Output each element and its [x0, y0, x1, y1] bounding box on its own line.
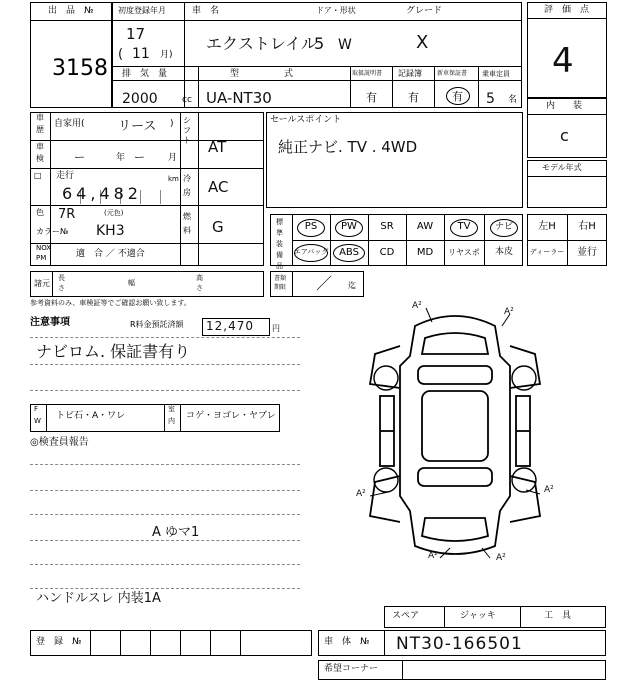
doors-label: ドア・形状: [316, 6, 356, 15]
chassis-number: NT30-166501: [396, 634, 523, 654]
equip-navi: ナビ: [494, 222, 513, 232]
manual-label: 取扱説明書: [352, 70, 383, 77]
displacement-label: 排 気 量: [122, 69, 168, 79]
corner-label: 希望コーナー: [324, 664, 379, 674]
car-name-label: 車 名: [192, 6, 220, 16]
chassis-label: 車 体 №: [324, 637, 370, 647]
equip-md: MD: [416, 247, 434, 258]
interior-text: コゲ・ヨゴレ・ヤブレ: [186, 411, 276, 421]
capacity-value: 5: [486, 91, 495, 107]
grade-value: X: [416, 32, 429, 53]
odo-unit: km: [168, 175, 179, 183]
shift-value: AT: [208, 138, 227, 156]
equip-ps: PS: [304, 221, 318, 232]
ac-label: 冷房: [183, 174, 191, 197]
color-value: 7R: [58, 207, 76, 222]
car-damage-diagram: [340, 296, 570, 576]
damage-mark-front-left: A²: [412, 301, 422, 311]
first-reg-month-open: (: [118, 47, 124, 62]
equip-airbag: エアバッグ: [293, 248, 329, 256]
use-handwritten: リース: [118, 119, 157, 134]
tools-label: 工 具: [544, 611, 572, 621]
fuel-value: G: [212, 218, 224, 236]
interior-box-2: 内: [168, 417, 175, 425]
manual-value: 有: [366, 91, 377, 104]
car-name: エクストレイル: [206, 34, 318, 53]
color-label: 色: [36, 208, 44, 217]
sales-point-title: セールスポイント: [270, 115, 342, 125]
sales-point-text: 純正ナビ. TV . 4WD: [278, 138, 418, 156]
pm-label: PM: [36, 254, 47, 262]
body-type: W: [338, 37, 352, 53]
recycle-label: R料金預託済額: [130, 320, 184, 329]
odo-label: 走行: [56, 171, 75, 181]
first-reg-year: 17: [126, 25, 146, 43]
length-label: 長: [58, 274, 65, 282]
fw-label-1: F: [34, 405, 39, 413]
damage-mark-rear-right: A²: [544, 485, 554, 495]
lot-box: [30, 2, 112, 108]
use-type: 自家用(: [54, 119, 85, 129]
ac-value: AC: [208, 178, 229, 196]
interior-box-1: 室: [168, 405, 175, 413]
book-label: 書類期限: [274, 275, 287, 291]
damage-mark-rear-left: A²: [356, 489, 366, 499]
capacity-label: 乗車定員: [482, 70, 510, 78]
use-label-1: 車: [36, 113, 44, 122]
first-reg-label: 初度登録年月: [118, 6, 166, 15]
doors-value: 5: [314, 34, 325, 53]
record-value: 有: [408, 91, 419, 104]
equip-abs: ABS: [339, 247, 359, 258]
parallel-label: 並行: [577, 247, 597, 258]
inspector-label: ◎検査員報告: [30, 437, 89, 448]
orig-color-label: (元色): [104, 209, 124, 217]
reg-label: 登 録 №: [36, 637, 82, 647]
record-label: 記録簿: [398, 69, 422, 78]
grade-label: グレード: [406, 6, 443, 16]
height-unit: さ: [196, 284, 203, 292]
color-no-label: カラー№: [36, 227, 69, 236]
equip-cd: CD: [379, 247, 395, 258]
left-handle: 左H: [538, 221, 556, 232]
damage-mark-bottom-left: A²: [428, 551, 438, 561]
inspect-month: 月: [168, 153, 178, 163]
warranty-value: 有: [452, 90, 463, 103]
equip-rear-spoiler: リヤスポ: [448, 248, 480, 257]
inspect-year-dash: ー: [74, 151, 85, 164]
height-label: 高: [196, 274, 203, 282]
interior-grade-label: 内 装: [546, 101, 583, 111]
caution-label: 注意事項: [30, 317, 70, 328]
fw-label-2: W: [34, 417, 41, 425]
sales-point-box: [266, 112, 523, 208]
first-reg-month: 11: [132, 46, 150, 62]
equip-tv: TV: [457, 221, 471, 232]
fw-text: トビ石・A・ワレ: [56, 411, 126, 421]
inspector-line-1: A ゆマ1: [152, 525, 200, 540]
nox-label: NOX: [36, 244, 52, 252]
use-close: ): [170, 119, 174, 129]
nox-value: 適 合 ／ 不適合: [76, 249, 145, 259]
warranty-label: 新車保証書: [437, 70, 468, 77]
first-reg-month-unit: 月): [160, 50, 173, 60]
interior-grade-value: c: [560, 126, 569, 145]
lot-label: 出 品 №: [48, 6, 94, 16]
model-label: 型 式: [230, 69, 294, 79]
width-label: 幅: [128, 279, 135, 287]
equip-aw: AW: [416, 221, 434, 232]
equip-sr: SR: [380, 221, 394, 232]
model-year-label: モデル年式: [542, 163, 582, 172]
spare-label: スペア: [392, 611, 420, 621]
damage-mark-bottom-right: A²: [496, 553, 506, 563]
displacement-value: 2000: [122, 91, 158, 107]
recycle-amount: 12,470: [206, 319, 254, 333]
lot-number: 3158: [52, 56, 108, 81]
dims-label: 諸元: [34, 279, 50, 288]
inspect-label-2: 検: [36, 154, 44, 163]
cc-unit: cc: [182, 95, 192, 105]
model-value: UA-NT30: [206, 89, 272, 107]
color-no-value: KH3: [96, 223, 125, 239]
odo-check: □: [34, 171, 42, 180]
book-value: ／: [316, 274, 333, 293]
jack-label: ジャッキ: [460, 611, 496, 621]
dealer-label: ディーラー: [529, 248, 565, 256]
equipment-label: 標準装備品: [276, 218, 283, 270]
inspect-year: 年: [116, 153, 126, 163]
equip-pw: PW: [341, 221, 357, 232]
shift-label: シフト: [183, 116, 191, 145]
caution-text: ナビロム. 保証書有り: [36, 342, 191, 361]
capacity-unit: 名: [508, 95, 518, 105]
use-label-2: 歴: [36, 125, 44, 134]
odo-value: 64,482: [62, 184, 142, 203]
inspector-line-2: ハンドルスレ 内装1A: [36, 591, 161, 606]
disclaimer: 参考資料のみ、車検証等でご確認お願い致します。: [30, 299, 191, 307]
equip-leather: 本皮: [494, 247, 513, 257]
eval-value: 4: [552, 41, 574, 81]
recycle-unit: 円: [272, 324, 280, 333]
damage-mark-front-right: A²: [504, 307, 514, 317]
length-unit: さ: [58, 284, 65, 292]
book-unit: 迄: [348, 281, 356, 290]
eval-label: 評 価 点: [544, 5, 590, 15]
inspect-label-1: 車: [36, 142, 44, 151]
inspect-month-dash: ー: [134, 151, 145, 164]
fuel-label: 燃料: [183, 212, 191, 235]
right-handle: 右H: [578, 221, 596, 232]
